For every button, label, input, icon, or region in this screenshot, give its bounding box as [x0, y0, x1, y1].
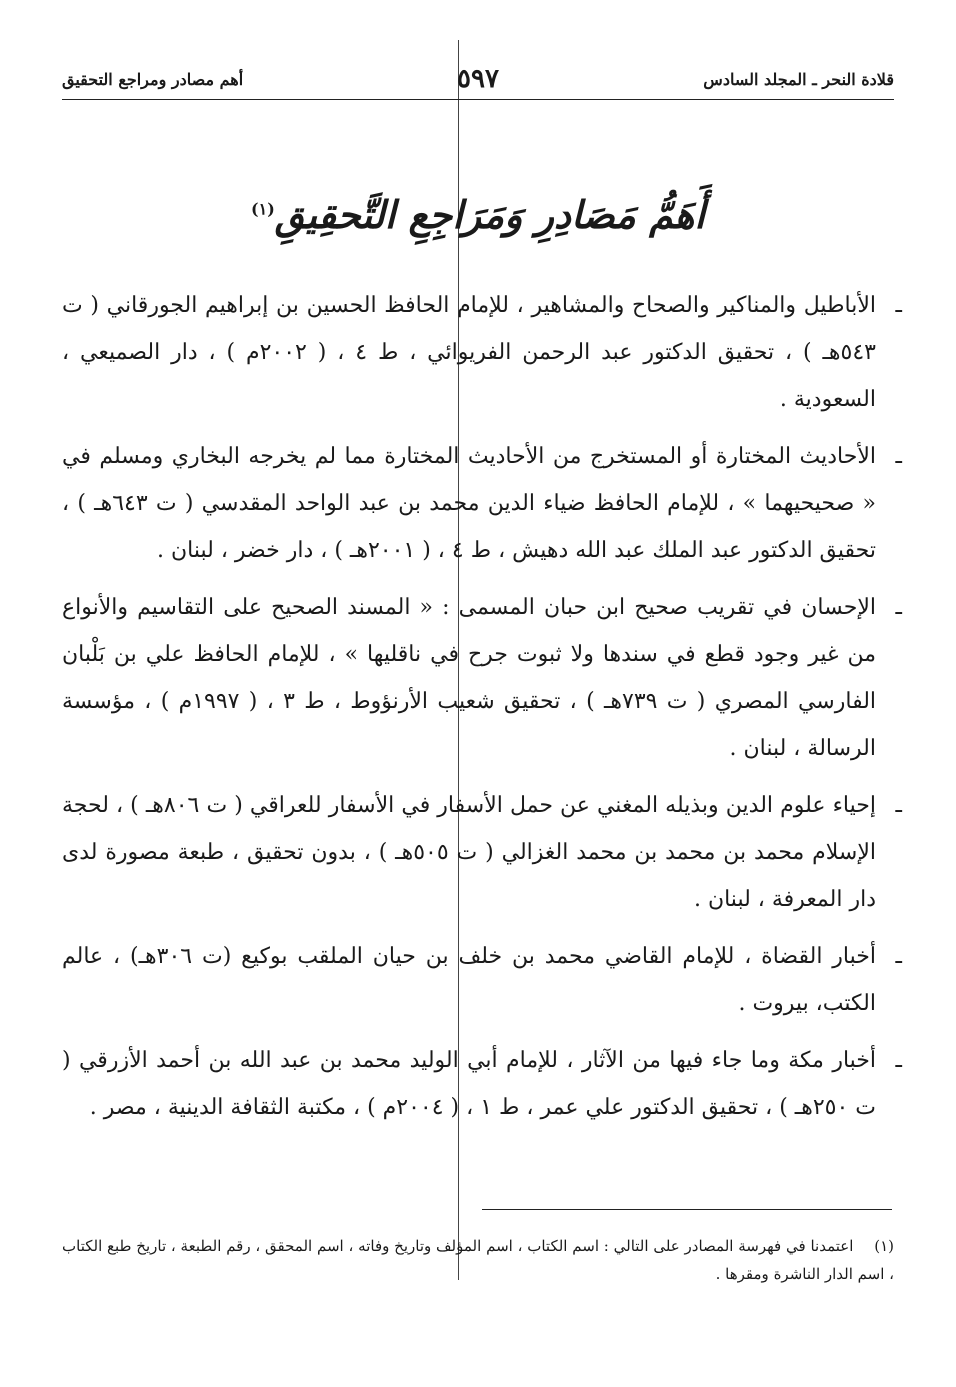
entry-text: أخبار مكة وما جاء فيها من الآثار ، للإمام أبي الوليد محمد بن عبد الله بن أحمد الأزرقي ( ت ٢٥٠هـ ) ، تحقيق الدكتور علي عمر ، ط ١ ، ( ٢٠٠٤م ) ، مكتبة الثقافة الدينية ، مصر .	[62, 1048, 876, 1120]
entry-dash: ـ	[895, 444, 902, 469]
bibliography-entry	[62, 782, 902, 923]
page-number: ٥٩٧	[457, 64, 499, 94]
footnote-marker: (١)	[251, 199, 275, 219]
entry-dash: ـ	[895, 944, 902, 969]
entry-text: الأباطيل والمناكير والصحاح والمشاهير ، للإمام الحافظ الحسين بن إبراهيم الجورقاني ( ت ٥٤٣هـ ) ، تحقيق الدكتور عبد الرحمن الفريوائي ، ط ٤ ، ( ٢٠٠٢م ) ، دار الصميعي ، السعودية .	[62, 293, 876, 412]
entry-text: أخبار القضاة ، للإمام القاضي محمد بن خلف بن حيان الملقب بوكيع (ت ٣٠٦هـ) ، عالم الكتب، بيروت .	[62, 944, 876, 1016]
header-section-title: أهم مصادر ومراجع التحقيق	[62, 70, 244, 89]
entry-text: إحياء علوم الدين وبذيله المغني عن حمل الأسفار في الأسفار للعراقي ( ت ٨٠٦هـ ) ، لحجة الإسلام محمد بن محمد بن محمد الغزالي ( ت ٥٠٥هـ ) ، بدون تحقيق ، طبعة مصورة لدى دار المعرفة ، لبنان .	[62, 793, 876, 912]
footnote-divider	[482, 1209, 892, 1210]
entry-dash: ـ	[895, 595, 902, 620]
bibliography-entry	[62, 584, 902, 772]
bibliography-entry	[62, 1037, 902, 1131]
entry-text: الإحسان في تقريب صحيح ابن حبان المسمى : « المسند الصحيح على التقاسيم والأنواع من غير وجود قطع في سندها ولا ثبوت جرح في ناقليها » ، للإمام الحافظ علي بن بَلْبان الفارسي المصري ( ت ٧٣٩هـ ) ، تحقيق شعيب الأرنؤوط ، ط ٣ ، ( ١٩٩٧م ) ، مؤسسة الرسالة ، لبنان .	[62, 595, 877, 761]
entry-dash: ـ	[895, 1048, 902, 1073]
footnote-text: اعتمدنا في فهرسة المصادر على التالي : اسم الكتاب ، اسم المؤلف وتاريخ وفاته ، اسم المحقق ، رقم الطبعة ، تاريخ طبع الكتاب ، اسم الدار الناشرة ومقرها .	[62, 1237, 894, 1283]
bibliography-list	[62, 282, 902, 1141]
header-book-title: قلادة النحر ـ المجلد السادس	[703, 70, 894, 89]
header-divider	[62, 99, 894, 100]
running-header	[62, 62, 894, 98]
section-title-text: أَهَمُّ مَصَادِرِ وَمَرَاجِعِ التَّحقِيقِ	[274, 192, 705, 237]
entry-dash: ـ	[895, 293, 902, 318]
entry-dash: ـ	[895, 793, 902, 818]
footnote	[62, 1232, 894, 1288]
entry-text: الأحاديث المختارة أو المستخرج من الأحاديث المختارة مما لم يخرجه البخاري ومسلم في « صحيحيهما » ، للإمام الحافظ ضياء الدين محمد بن عبد الواحد المقدسي ( ت ٦٤٣هـ ) ، تحقيق الدكتور عبد الملك عبد الله دهيش ، ط ٤ ، ( ٢٠٠١هـ ) ، دار خضر ، لبنان .	[62, 444, 877, 563]
section-title	[0, 192, 956, 237]
bibliography-entry	[62, 433, 902, 574]
bibliography-entry	[62, 282, 902, 423]
footnote-number: (١)	[874, 1237, 894, 1255]
bibliography-entry	[62, 933, 902, 1027]
